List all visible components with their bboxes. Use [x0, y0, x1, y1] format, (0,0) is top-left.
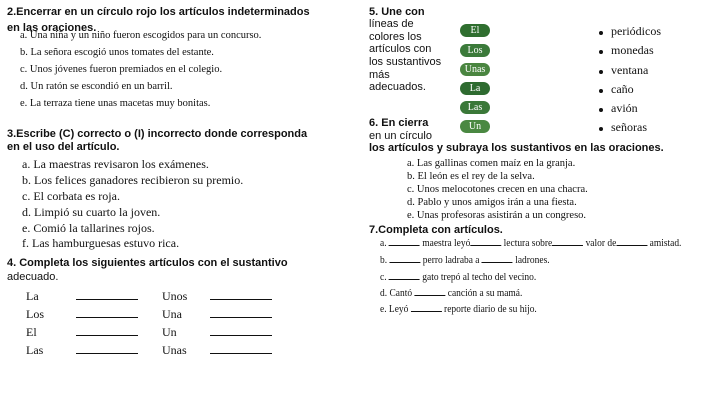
s4-title-1: 4. Completa los siguientes artículos con el sustantivo [7, 257, 288, 269]
s7-c-w1: gato trepó al techo del vecino. [422, 271, 537, 283]
s7-b-label: b. [380, 254, 388, 266]
s3-title-1: 3.Escribe (C) correcto o (I) incorrecto donde corresponda [7, 128, 308, 140]
s3-item-f: f. Las hamburguesas estuvo rica. [22, 236, 180, 250]
s4-blank[interactable] [210, 290, 272, 300]
noun-ventana: ventana [611, 63, 649, 77]
s7-item-d [380, 286, 546, 299]
s4-blank[interactable] [76, 308, 138, 318]
noun-avion: avión [611, 101, 638, 115]
s7-blank[interactable] [616, 236, 647, 246]
s6-item-e: e. Unas profesoras asistirán a un congreso. [407, 210, 587, 221]
s2-item-e: e. La terraza tiene unas macetas muy bonitas. [20, 98, 211, 109]
s7-blank[interactable] [470, 236, 501, 246]
s7-item-e [380, 302, 562, 315]
bullet-dot[interactable] [599, 70, 603, 74]
s7-item-a [380, 236, 709, 249]
article-pill-los[interactable]: Los [460, 44, 490, 57]
s4-row-3 [26, 325, 272, 340]
s3-item-d: d. Limpió su cuarto la joven. [22, 205, 161, 219]
s4-art: La [26, 289, 39, 303]
s5-line-5: los sustantivos [369, 56, 442, 68]
s3-title-2: en el uso del artículo. [7, 141, 120, 153]
s4-row-2 [26, 307, 272, 322]
s4-blank[interactable] [210, 308, 272, 318]
s7-item-c [380, 270, 562, 283]
s7-blank[interactable] [552, 236, 583, 246]
s2-item-b: b. La señora escogió unos tomates del estante. [20, 47, 214, 58]
s2-item-a: a. Una niña y un niño fueron escogidos para un concurso. [20, 30, 262, 41]
s5-line-6: más [369, 69, 390, 81]
s7-item-b [380, 253, 577, 266]
s4-blank[interactable] [210, 326, 272, 336]
s5-line-2: líneas de [369, 18, 414, 30]
s6-item-c: c. Unos melocotones crecen en una chacra. [407, 184, 588, 195]
bullet-dot[interactable] [599, 50, 603, 54]
s2-item-c: c. Unos jóvenes fueron premiados en el colegio. [20, 64, 223, 75]
s4-art: El [26, 325, 37, 339]
s3-item-b: b. Los felices ganadores recibieron su premio. [22, 173, 244, 187]
s7-b-w1: perro ladraba a [422, 254, 480, 266]
article-pill-las[interactable]: Las [460, 101, 490, 114]
noun-cano: caño [611, 82, 634, 96]
s4-row-4 [26, 343, 272, 358]
s4-art: Una [162, 307, 182, 321]
article-pill-unas[interactable]: Unas [460, 63, 490, 76]
s7-a-label: a. [380, 237, 387, 249]
bullet-dot[interactable] [599, 127, 603, 131]
noun-senoras: señoras [611, 120, 647, 134]
s6-item-b: b. El león es el rey de la selva. [407, 171, 535, 182]
s4-art: Las [26, 343, 44, 357]
article-pill-un[interactable]: Un [460, 120, 490, 133]
noun-periodicos: periódicos [611, 24, 661, 38]
s5-line-3: colores los [369, 31, 422, 43]
s7-d-label: d. Cantó [380, 287, 413, 299]
s6-title-1: 6. En cierra [369, 117, 429, 129]
s4-blank[interactable] [76, 344, 138, 354]
s7-b-w2: ladrones. [515, 254, 550, 266]
s4-art: Los [26, 307, 44, 321]
s7-title: 7.Completa con artículos. [369, 224, 503, 236]
s7-a-w1: maestra leyó [422, 237, 471, 249]
s6-item-a: a. Las gallinas comen maíz en la granja. [407, 158, 576, 169]
s7-a-w4: amistad. [649, 237, 682, 249]
article-pill-el[interactable]: El [460, 24, 490, 37]
noun-monedas: monedas [611, 43, 654, 57]
s7-blank[interactable] [411, 302, 442, 312]
s4-art: Unas [162, 343, 187, 357]
s4-blank[interactable] [76, 290, 138, 300]
s5-line-4: artículos con [369, 43, 432, 55]
s7-d-w1: canción a su mamá. [447, 287, 523, 299]
s5-line-1: 5. Une con [369, 6, 425, 18]
s4-row-1 [26, 289, 272, 304]
s4-art: Unos [162, 289, 188, 303]
s7-blank[interactable] [389, 253, 420, 263]
s4-blank[interactable] [210, 344, 272, 354]
s7-a-w2: lectura sobre [503, 237, 553, 249]
s7-blank[interactable] [389, 236, 420, 246]
s6-title-3: los artículos y subraya los sustantivos en las oraciones. [369, 142, 664, 154]
s6-title-2: en un círculo [369, 130, 432, 142]
s2-title-2: en las oraciones. [7, 22, 97, 34]
s2-item-d: d. Un ratón se escondió en un barril. [20, 81, 173, 92]
bullet-dot[interactable] [599, 89, 603, 93]
s7-blank[interactable] [414, 286, 445, 296]
s4-art: Un [162, 325, 177, 339]
s3-item-c: c. El corbata es roja. [22, 189, 120, 203]
s7-blank[interactable] [482, 253, 513, 263]
bullet-dot[interactable] [599, 31, 603, 35]
s4-title-2: adecuado. [7, 271, 59, 283]
s7-blank[interactable] [389, 270, 420, 280]
s6-item-d: d. Pablo y unos amigos irán a una fiesta. [407, 197, 577, 208]
s3-item-a: a. La maestras revisaron los exámenes. [22, 157, 209, 171]
s7-a-w3: valor de [585, 237, 617, 249]
s7-e-w1: reporte diario de su hijo. [444, 303, 537, 315]
s2-title-1: 2.Encerrar en un círculo rojo los artículos indeterminados [7, 6, 310, 18]
s7-c-label: c. [380, 271, 387, 283]
s4-blank[interactable] [76, 326, 138, 336]
s5-line-7: adecuados. [369, 81, 426, 93]
s3-item-e: e. Comió la tallarines rojos. [22, 221, 155, 235]
article-pill-la[interactable]: La [460, 82, 490, 95]
bullet-dot[interactable] [599, 108, 603, 112]
s7-e-label: e. Leyó [380, 303, 409, 315]
